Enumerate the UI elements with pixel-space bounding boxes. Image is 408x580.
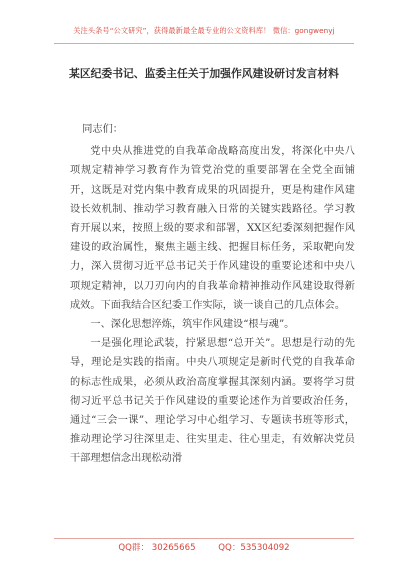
footer-qq-group: QQ群： 30265665 <box>118 543 196 553</box>
paragraph-intro: 党中央从推进党的自我革命战略高度出发，将深化中央八项规定精神学习教育作为管党治党的重要部署在全党全面铺开，这既是对党内集中教育成果的巩固提升，更是构建作风建设长效机制、推动学习教育融入日常的关键实践路径。学习教育开展以来，按照上级的要求和部署，XX区纪委深刻把握作风建设的政治属性，聚焦主题主线、把握目标任务，采取靶向发力，深入贯彻习近平总书记关于作风建设的重要论述和中央八项规定精神，以刀刃向内的自我革命精神推动作风建设取得新成效。下面我结合区纪委工作实际，谈一谈自己的几点体会。 <box>70 146 355 311</box>
page-footer <box>0 541 408 553</box>
paragraph-point-one: 一是强化理论武装，拧紧思想“总开关”。思想是行动的先导，理论是实践的指南。中央八项规定是新时代党的自我革命的标志性成果，必须从政治高度掌握其深刻内涵。要将学习贯彻习近平总书记关于作风建设的重要论述作为首要政治任务，通过“三会一课”、理论学习中心组学习、专题读书班等形式，推动理论学习往深里走、往实里走、往心里走，有效解决党员干部理想信念出现松动滑 <box>70 338 355 465</box>
banner-divider <box>54 43 354 44</box>
document-title: 某区纪委书记、监委主任关于加强作风建设研讨发言材料 <box>69 67 339 80</box>
footer-divider <box>54 538 354 539</box>
salutation: 同志们： <box>82 124 123 135</box>
section-heading: 一、深化思想淬炼，筑牢作风建设“根与魂”。 <box>90 319 295 331</box>
top-banner: 关注头条号“公文研究”，获得最新最全最专业的公文资料库！ 微信：gongwenyj <box>73 26 335 35</box>
footer-qq-number: QQ：535304092 <box>218 543 290 553</box>
document-body <box>70 120 355 469</box>
